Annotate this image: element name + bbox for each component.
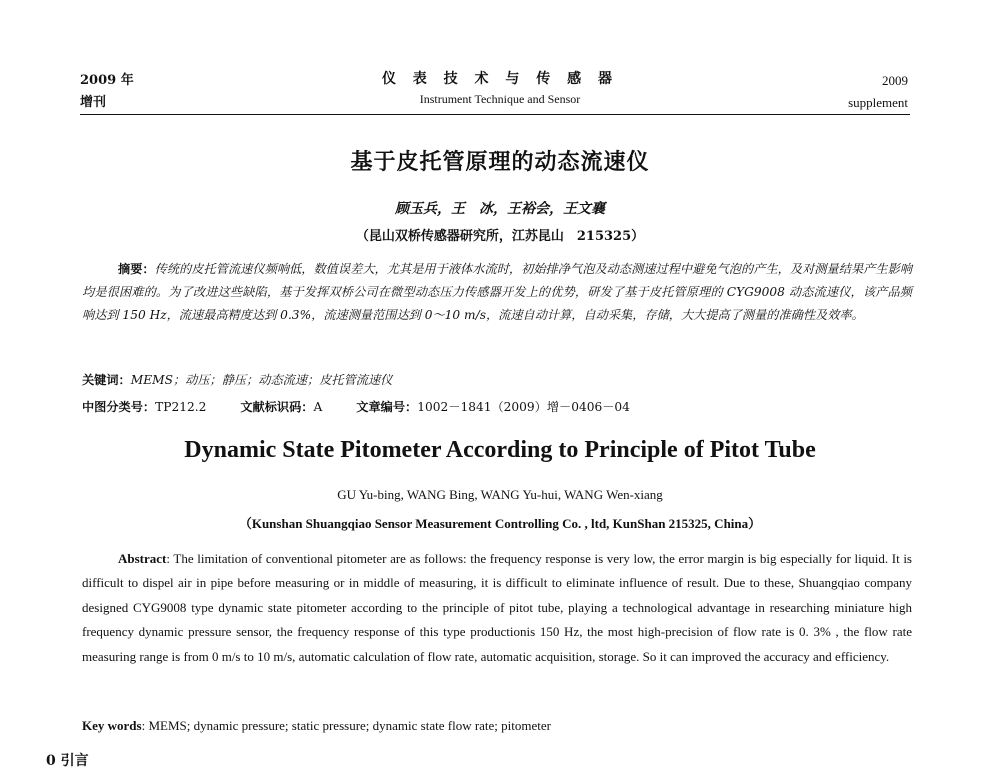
abstract-cn-label: 摘要： <box>118 262 155 276</box>
affiliation-cn: （昆山双桥传感器研究所，江苏昆山 215325） <box>355 229 645 244</box>
journal-name-en: Instrument Technique and Sensor <box>419 92 581 106</box>
affiliation-en: （Kunshan Shuangqiao Sensor Measurement Controlling Co. , ltd, KunShan 215325, China） <box>238 516 762 531</box>
article-no-label: 文章编号： <box>356 400 418 414</box>
keywords-cn <box>82 371 392 388</box>
abstract-cn <box>82 258 912 327</box>
authors-cn: 顾玉兵，王 冰，王裕会，王文襄 <box>395 201 605 217</box>
header-journal <box>300 68 700 107</box>
keywords-cn-label: 关键词： <box>82 373 131 387</box>
header-right <box>848 70 908 114</box>
doc-code-label: 文献标识码： <box>240 400 314 414</box>
header-issue-left: 增刊 <box>80 95 107 110</box>
keywords-en-label: Key words <box>82 718 142 733</box>
abstract-cn-text: 传统的皮托管流速仪频响低，数值误差大，尤其是用于液体水流时，初始排净气泡及动态测速过程中避免气泡的产生，及对测量结果产生影响均是很困难的。为了改进这些缺陷，基于发挥双桥公司在微型动态压力传感器开发上的优势，研发了基于皮托管原理的 CYG9008 动态流速仪，该产品频响达到 150 Hz，流速最高精度达到 0.3%，流速测量范围达到 0～10 m/s，流速自动计算，自动采集，存储，大大提高了测量的准确性及效率。 <box>82 262 913 322</box>
paper-title-cn: 基于皮托管原理的动态流速仪 <box>350 150 650 175</box>
header-issue-right: supplement <box>848 95 908 110</box>
authors-en: GU Yu-bing, WANG Bing, WANG Yu-hui, WANG Wen-xiang <box>337 487 663 502</box>
keywords-en-text: : MEMS; dynamic pressure; static pressure; dynamic state flow rate; pitometer <box>141 718 551 733</box>
abstract-en-label: Abstract <box>118 551 167 566</box>
header-left <box>80 70 134 114</box>
header-year-right: 2009 <box>882 73 908 88</box>
clc-label: 中图分类号： <box>82 400 156 414</box>
section-heading-intro: 0 引言 <box>46 753 89 769</box>
classification-line <box>82 398 630 415</box>
paper-title-en: Dynamic State Pitometer According to Principle of Pitot Tube <box>184 437 816 463</box>
clc-value: TP212.2 <box>155 400 207 414</box>
header-rule <box>80 114 910 115</box>
article-no-value: 1002－1841（2009）增－0406－04 <box>417 400 630 414</box>
header-year-left: 2009 年 <box>80 73 134 88</box>
journal-name-cn: 仪 表 技 术 与 传 感 器 <box>381 71 619 87</box>
doc-code-value: A <box>313 400 323 414</box>
keywords-cn-text: MEMS；动压；静压；动态流速；皮托管流速仪 <box>130 373 393 387</box>
abstract-en <box>82 547 912 669</box>
keywords-en <box>82 718 551 734</box>
abstract-en-text: : The limitation of conventional pitometer are as follows: the frequency response is very low, the error margin is big especially for liquid. It is difficult to dispel air in pipe before measuring or in middle of measuring, it is difficult to eliminate influence of result. Due to these, Shuangqiao company designed CYG9008 type dynamic state pitometer according to the principle of pitot tube, playing a technological advantage in researching miniature high frequency dynamic pressure sensor, the frequency response of this type productionis 150 Hz, the most high-precision of flow rate is 0. 3% , the flow rate measuring range is from 0 m/s to 10 m/s, automatic calculation of flow rate, automatic acquisition, storage. So it can improved the accuracy and efficiency. <box>82 551 912 664</box>
